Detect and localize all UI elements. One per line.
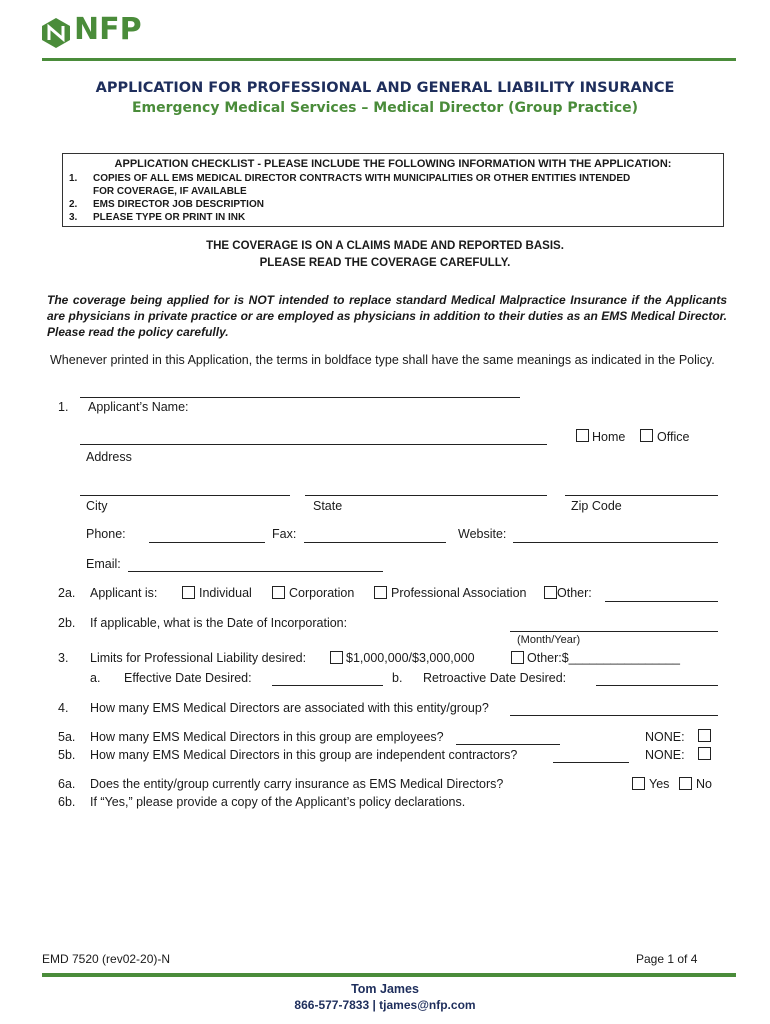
fax-label: Fax: <box>272 527 297 541</box>
q3b-letter: b. <box>392 671 403 685</box>
nfp-leaf-icon <box>42 18 70 48</box>
effective-date-label: Effective Date Desired: <box>124 671 252 685</box>
individual-label: Individual <box>199 586 252 600</box>
checklist-heading: APPLICATION CHECKLIST - PLEASE INCLUDE THE FOLLOWING INFORMATION WITH THE APPLICATION: <box>114 158 672 170</box>
employees-none-label: NONE: <box>645 730 685 744</box>
incorporation-date-label: If applicable, what is the Date of Incorporation: <box>90 616 348 630</box>
fax-field[interactable] <box>304 542 446 543</box>
office-label: Office <box>657 430 690 444</box>
directors-count-field[interactable] <box>510 715 718 716</box>
limit-1m-3m-label: $1,000,000/$3,000,000 <box>346 651 475 665</box>
email-label: Email: <box>86 557 121 571</box>
q2b-number: 2b. <box>58 616 76 630</box>
application-checklist <box>62 153 724 227</box>
month-year-hint: (Month/Year) <box>517 634 581 646</box>
logo-text: NFP <box>74 12 142 47</box>
q5a-number: 5a. <box>58 730 76 744</box>
phone-field[interactable] <box>149 542 265 543</box>
website-label: Website: <box>458 527 507 541</box>
checklist-item: 1. COPIES OF ALL EMS MEDICAL DIRECTOR CONTRACTS WITH MUNICIPALITIES OR OTHER ENTITIES INTENDED <box>69 173 631 184</box>
applicant-name-label: Applicant’s Name: <box>88 400 189 414</box>
professional-association-label: Professional Association <box>391 586 527 600</box>
header-rule <box>42 58 736 61</box>
coverage-notice-2: PLEASE READ THE COVERAGE CAREFULLY. <box>259 257 511 269</box>
zip-label: Zip Code <box>571 499 622 513</box>
retroactive-date-field[interactable] <box>596 685 718 686</box>
intro-paragraph: The coverage being applied for is NOT intended to replace standard Medical Malpractice Insurance if the Applicants are physicians in private practice or are employed as physicians in addition to their duties as an EMS Medical Director. Please read the policy carefully. <box>47 293 727 339</box>
q2a-number: 2a. <box>58 586 76 600</box>
definitions-note: Whenever printed in this Application, the terms in boldface type shall have the same meanings as indicated in the Policy. <box>50 353 715 367</box>
page-title: APPLICATION FOR PROFESSIONAL AND GENERAL LIABILITY INSURANCE <box>95 80 675 96</box>
contractors-none-checkbox[interactable] <box>698 747 711 760</box>
other-type-checkbox[interactable] <box>544 586 557 599</box>
incorporation-date-field[interactable] <box>510 631 718 632</box>
directors-count-label: How many EMS Medical Directors are associated with this entity/group? <box>90 701 489 715</box>
q1-number: 1. <box>58 400 69 414</box>
q6b-number: 6b. <box>58 795 76 809</box>
home-label: Home <box>592 430 626 444</box>
office-checkbox[interactable] <box>640 429 653 442</box>
phone-label: Phone: <box>86 527 126 541</box>
no-label: No <box>696 777 712 791</box>
other-type-label: Other: <box>557 586 592 600</box>
policy-declarations-label: If “Yes,” please provide a copy of the Applicant’s policy declarations. <box>90 795 466 809</box>
nfp-logo <box>42 12 162 52</box>
limit-other-label: Other:$________________ <box>527 651 680 665</box>
state-label: State <box>313 499 343 513</box>
corporation-checkbox[interactable] <box>272 586 285 599</box>
other-type-field[interactable] <box>605 601 718 602</box>
no-checkbox[interactable] <box>679 777 692 790</box>
page-number: Page 1 of 4 <box>636 952 698 966</box>
yes-label: Yes <box>649 777 670 791</box>
page-subtitle: Emergency Medical Services – Medical Director (Group Practice) <box>131 100 639 116</box>
q5b-number: 5b. <box>58 748 76 762</box>
contractors-count-field[interactable] <box>553 762 629 763</box>
contact-info: 866-577-7833 | tjames@nfp.com <box>294 998 476 1012</box>
employees-none-checkbox[interactable] <box>698 729 711 742</box>
employees-count-label: How many EMS Medical Directors in this group are employees? <box>90 730 444 744</box>
coverage-notice: THE COVERAGE IS ON A CLAIMS MADE AND REPORTED BASIS. <box>206 240 564 252</box>
checklist-item: 2. EMS DIRECTOR JOB DESCRIPTION <box>69 199 264 210</box>
form-code: EMD 7520 (rev02-20)-N <box>42 952 171 966</box>
employees-count-field[interactable] <box>456 744 560 745</box>
professional-association-checkbox[interactable] <box>374 586 387 599</box>
address-label: Address <box>86 450 132 464</box>
q6a-number: 6a. <box>58 777 76 791</box>
retroactive-date-label: Retroactive Date Desired: <box>423 671 567 685</box>
city-field[interactable] <box>80 495 290 496</box>
email-field[interactable] <box>128 571 383 572</box>
q3-number: 3. <box>58 651 69 665</box>
contact-name: Tom James <box>351 982 419 996</box>
contractors-count-label: How many EMS Medical Directors in this group are independent contractors? <box>90 748 518 762</box>
website-field[interactable] <box>513 542 718 543</box>
state-field[interactable] <box>305 495 547 496</box>
q3a-letter: a. <box>90 671 101 685</box>
address-field[interactable] <box>80 444 547 445</box>
footer-rule <box>42 973 736 977</box>
yes-checkbox[interactable] <box>632 777 645 790</box>
effective-date-field[interactable] <box>272 685 383 686</box>
limits-label: Limits for Professional Liability desired: <box>90 651 307 665</box>
applicant-type-label: Applicant is: <box>90 586 158 600</box>
home-checkbox[interactable] <box>576 429 589 442</box>
contractors-none-label: NONE: <box>645 748 685 762</box>
corporation-label: Corporation <box>289 586 355 600</box>
city-label: City <box>86 499 108 513</box>
current-insurance-label: Does the entity/group currently carry insurance as EMS Medical Directors? <box>90 777 504 791</box>
limit-other-checkbox[interactable] <box>511 651 524 664</box>
q4-number: 4. <box>58 701 69 715</box>
checklist-item-continued: FOR COVERAGE, IF AVAILABLE <box>93 186 247 197</box>
zip-field[interactable] <box>565 495 718 496</box>
checklist-item: 3. PLEASE TYPE OR PRINT IN INK <box>69 212 246 223</box>
limit-1m-3m-checkbox[interactable] <box>330 651 343 664</box>
applicant-name-field[interactable] <box>80 397 520 398</box>
individual-checkbox[interactable] <box>182 586 195 599</box>
